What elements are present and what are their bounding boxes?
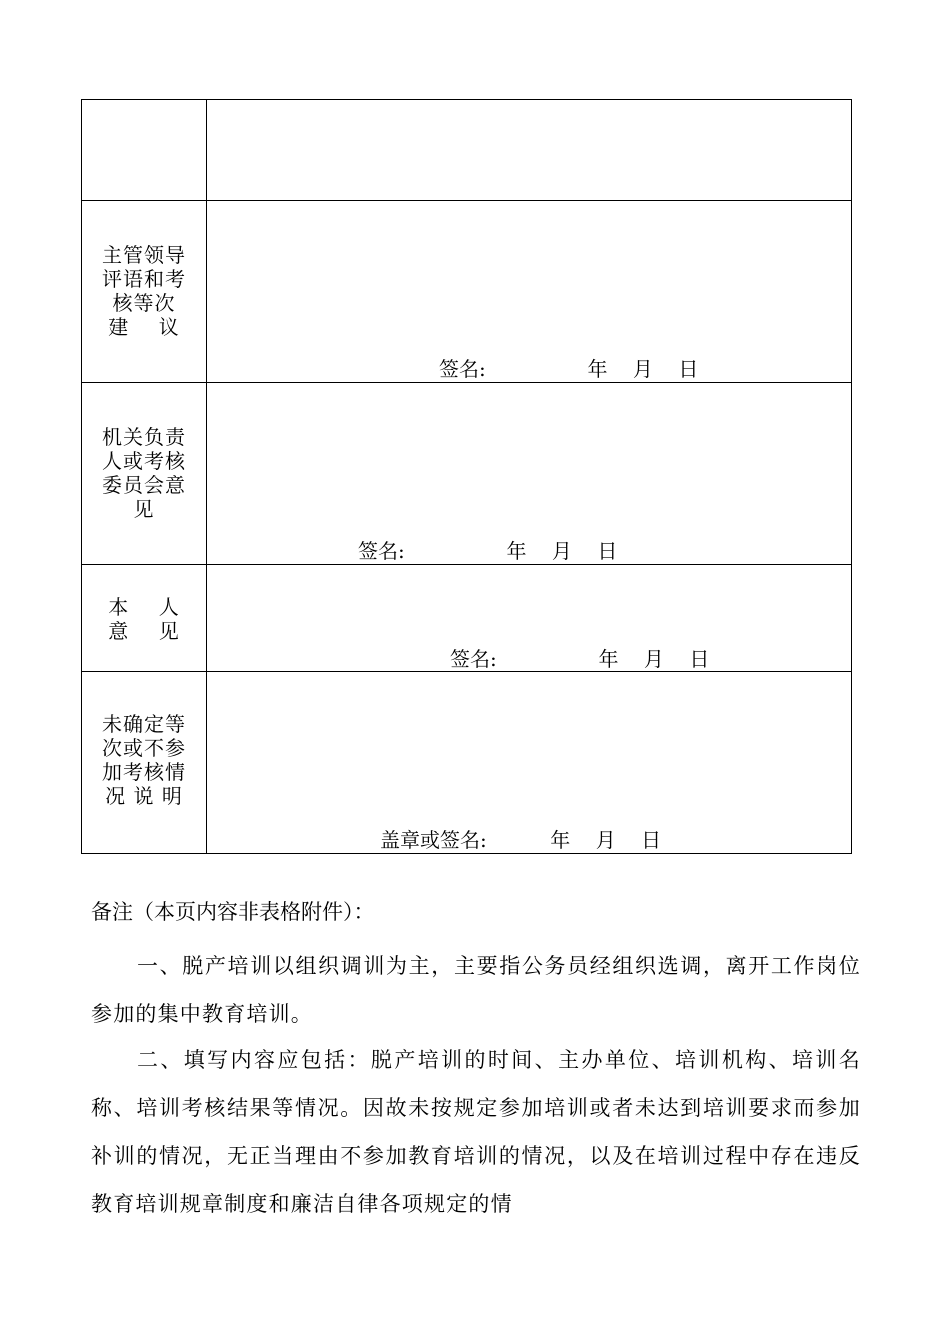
row-label-cell bbox=[82, 100, 207, 200]
row-content-cell[interactable] bbox=[207, 672, 851, 854]
table-row bbox=[82, 382, 851, 565]
row-content-cell[interactable] bbox=[207, 100, 851, 200]
notes-paragraph-1: 一、脱产培训以组织调训为主，主要指公务员经组织选调，离开工作岗位参加的集中教育培训。 bbox=[91, 954, 861, 1026]
row-label: 未确定等 次或不参 加考核情 况 说 明 bbox=[102, 712, 186, 808]
row-label-cell bbox=[82, 672, 207, 854]
row-label-cell bbox=[82, 201, 207, 383]
row-content-cell[interactable] bbox=[207, 383, 851, 565]
signature-line: 签名: 年 月 日 bbox=[439, 357, 699, 381]
row-label-cell bbox=[82, 383, 207, 565]
notes-paragraph-2: 二、填写内容应包括：脱产培训的时间、主办单位、培训机构、培训名称、培训考核结果等情况。因故未按规定参加培训或者未达到培训要求而参加补训的情况，无正当理由不参加教育培训的情况，以及在培训过程中存在违反教育培训规章制度和廉洁自律各项规定的情 bbox=[91, 1048, 861, 1216]
table-row bbox=[82, 100, 851, 200]
row-label: 主管领导 评语和考 核等次 建 议 bbox=[102, 243, 186, 339]
table-row bbox=[82, 564, 851, 672]
table-row bbox=[82, 200, 851, 383]
signature-line: 签名: 年 月 日 bbox=[450, 647, 710, 671]
row-content-cell[interactable] bbox=[207, 201, 851, 383]
row-label-cell bbox=[82, 565, 207, 672]
signature-line: 签名: 年 月 日 bbox=[358, 539, 618, 563]
row-label: 机关负责 人或考核 委员会意 见 bbox=[102, 425, 186, 521]
row-label: 本 人 意 见 bbox=[108, 595, 180, 643]
assessment-form-table bbox=[81, 99, 852, 854]
table-row bbox=[82, 671, 851, 854]
notes-title: 备注（本页内容非表格附件）： bbox=[91, 900, 375, 924]
signature-line: 盖章或签名: 年 月 日 bbox=[380, 828, 662, 852]
